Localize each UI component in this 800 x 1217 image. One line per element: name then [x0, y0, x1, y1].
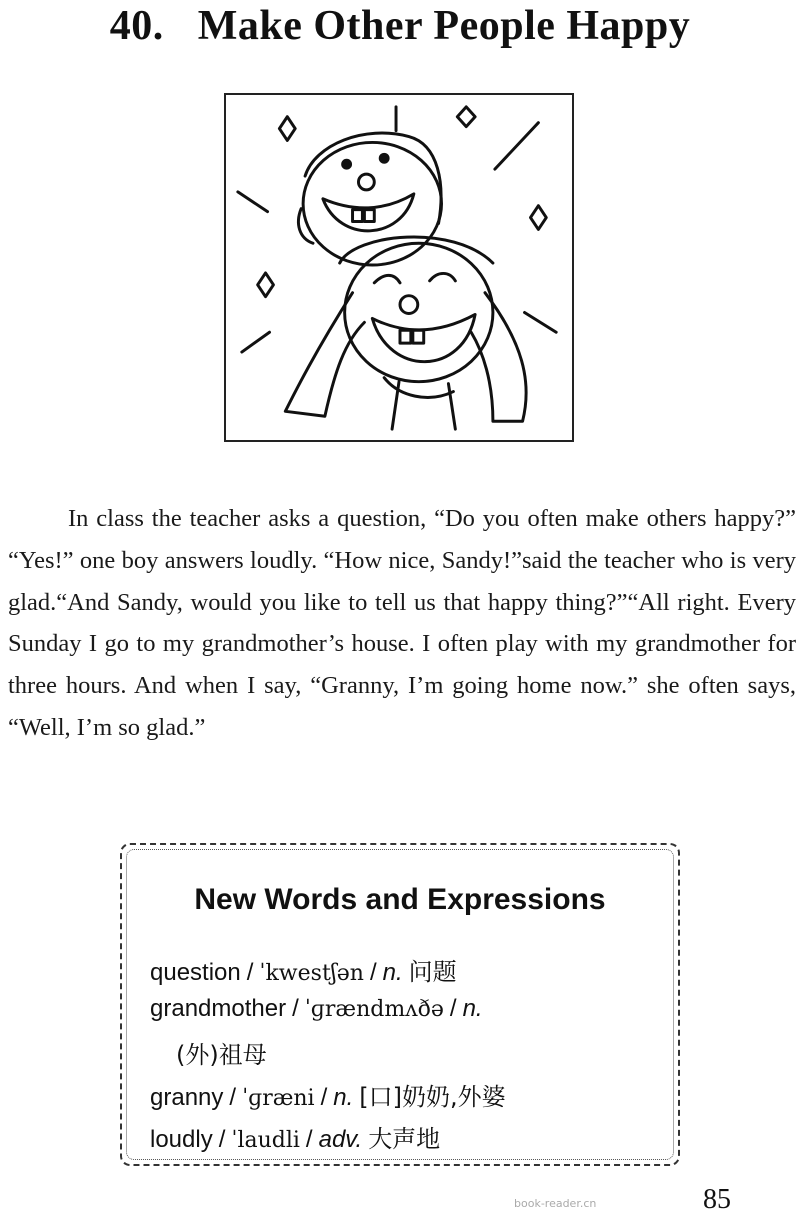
vocab-word: granny — [150, 1084, 224, 1111]
page-number: 85 — [703, 1184, 731, 1215]
vocab-entry-granny: granny / ˈɡræni / n. [口]奶奶,外婆 — [150, 1083, 506, 1111]
back-mouth — [323, 194, 414, 231]
vocab-entry-question: question / ˈkwestʃən / n. 问题 — [150, 958, 457, 986]
sparkle-icon — [530, 206, 546, 230]
ray-line — [242, 332, 270, 352]
ray-line — [238, 192, 268, 212]
lesson-title: Make Other People Happy — [197, 3, 691, 49]
cartoon-illustration — [224, 93, 574, 442]
ray-line — [525, 312, 557, 332]
hair-ribbon-right — [471, 293, 526, 422]
vocab-entry-grandmother: grandmother / ˈɡrændmʌðə / n. — [150, 995, 483, 1022]
ray-line — [495, 123, 538, 169]
vocab-word: question — [150, 959, 241, 986]
happy-faces-drawing — [226, 95, 572, 440]
vocab-pos: n. — [382, 959, 403, 986]
site-watermark: book-reader.cn — [514, 1197, 597, 1210]
vocab-word: loudly — [150, 1126, 213, 1153]
vocab-word: grandmother — [150, 995, 287, 1022]
vocab-phonetic: ˈkwestʃən — [259, 961, 364, 986]
vocab-meaning: [口]奶奶,外婆 — [359, 1083, 506, 1111]
sparkle-icon — [258, 273, 274, 297]
sparkle-icon — [279, 117, 295, 141]
vocab-meaning: 问题 — [408, 958, 457, 986]
vocab-pos: n. — [333, 1084, 354, 1111]
vocab-pos: adv. — [318, 1126, 363, 1153]
vocab-phonetic: ˈlaudli — [231, 1128, 300, 1153]
vocab-meaning: 大声地 — [368, 1125, 441, 1153]
vocab-pos: n. — [462, 995, 483, 1022]
story-paragraph: In class the teacher asks a question, “Do you often make others happy?” “Yes!” one boy answers loudly. “How nice, Sandy!”said the teacher who is very glad.“And Sandy, would you like to tell us that happy thing?”“All right. Every Sunday I go to my grandmother’s house. I often play with my grandmother for three hours. And when I say, “Granny, I’m going home now.” she often says, “Well, I’m so glad.” — [8, 505, 796, 741]
lesson-number: 40. — [109, 3, 164, 49]
vocabulary-box — [120, 843, 680, 1166]
vocab-entry-grandmother-meaning — [176, 1035, 267, 1070]
sparkle-icon — [457, 107, 475, 127]
vocabulary-title: New Words and Expressions — [194, 883, 606, 916]
hair-ribbon-left — [285, 293, 364, 417]
vocab-meaning: (外)祖母 — [176, 1041, 267, 1069]
story-text — [8, 498, 796, 749]
vocab-entry-loudly: loudly / ˈlaudli / adv. 大声地 — [150, 1125, 441, 1153]
vocab-phonetic: ˈɡræni — [242, 1086, 315, 1111]
page-title — [0, 2, 800, 50]
vocab-phonetic: ˈɡrændmʌðə — [304, 997, 444, 1022]
